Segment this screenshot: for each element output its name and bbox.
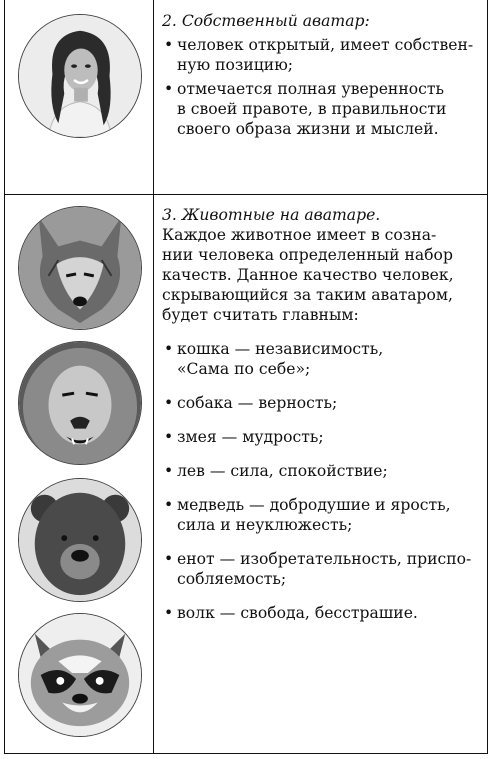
intro-line: Каждое животное имеет в созна- (162, 226, 437, 244)
section-3-heading: 3. Животные на аватаре. (162, 206, 381, 224)
list-item (162, 427, 482, 447)
list-item-line: • лев — сила, спокойствие; (177, 462, 388, 480)
list-item-line: • собака — верность; (177, 394, 338, 412)
list-item (162, 393, 482, 413)
list-item-line: • кошка — независимость, (177, 340, 384, 358)
table-border-right (487, 0, 488, 754)
section-2-text (162, 11, 482, 139)
list-item (162, 603, 482, 623)
section-3-text (162, 205, 482, 623)
list-item-line: • енот — изобретательность, приспо- (177, 550, 472, 568)
row-divider (4, 194, 488, 195)
list-item-line: сила и неуклюжесть; (177, 516, 353, 534)
intro-line: будет считать главным: (162, 306, 359, 324)
raccoon-avatar (18, 613, 142, 737)
list-item (162, 549, 482, 589)
list-item-line: • человек открытый, имеет собствен- (177, 36, 474, 54)
table-divider (153, 0, 154, 754)
section-2-heading: 2. Собственный аватар: (162, 12, 370, 30)
list-item-line: • змея — мудрость; (177, 428, 324, 446)
list-item-line: • отмечается полная уверенность (177, 80, 444, 98)
wolf-avatar (18, 206, 142, 330)
list-item (162, 35, 482, 75)
list-item-line: «Сама по себе»; (177, 360, 311, 378)
intro-line: скрывающийся за таким аватаром, (162, 286, 453, 304)
table-border-left (4, 0, 5, 754)
intro-line: качеств. Данное качество человек, (162, 266, 454, 284)
lion-avatar (18, 341, 142, 465)
list-item-line: • медведь — добродушие и ярость, (177, 496, 451, 514)
list-item-line: своего образа жизни и мыслей. (177, 120, 439, 138)
list-item-line: в своей правоте, в правильности (177, 100, 447, 118)
woman-avatar (18, 14, 142, 138)
list-item-line: собляемость; (177, 570, 287, 588)
list-item (162, 79, 482, 139)
list-item (162, 339, 482, 379)
bear-avatar (18, 478, 142, 602)
intro-line: нии человека определенный набор (162, 246, 453, 264)
list-item (162, 495, 482, 535)
table-border-bottom (4, 753, 488, 754)
list-item-line: ную позицию; (177, 56, 294, 74)
list-item-line: • волк — свобода, бесстрашие. (177, 604, 418, 622)
list-item (162, 461, 482, 481)
